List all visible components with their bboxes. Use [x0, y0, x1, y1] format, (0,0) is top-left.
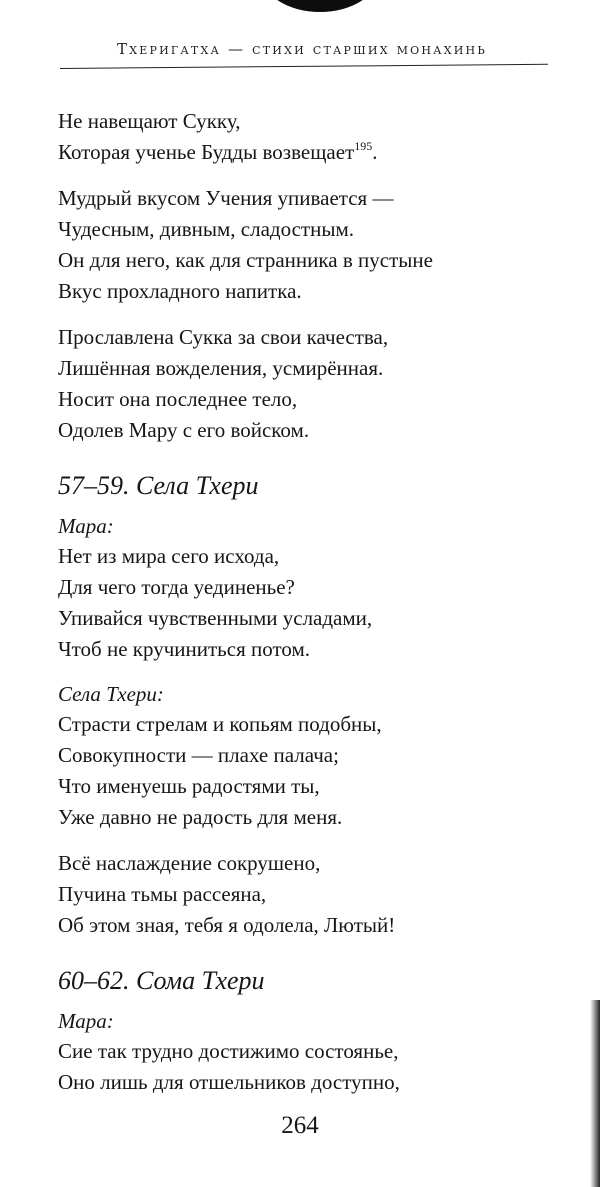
verse-line: Об этом зная, тебя я одолела, Лютый! [58, 913, 396, 937]
verse-line: Упивайся чувственными усладами, [58, 606, 373, 630]
verse-line: Он для него, как для странника в пустыне [58, 248, 433, 272]
verse-line-with-note [58, 137, 558, 168]
section-heading: 57–59. Села Тхери [58, 471, 259, 500]
footnote-ref: 195 [354, 139, 373, 153]
verse-line: Оно лишь для отшельников доступно, [58, 1070, 400, 1094]
running-head: Тхеригатха — стихи старших монахинь [117, 40, 487, 58]
verse-line: Что именуешь радостями ты, [58, 774, 320, 798]
verse-line: Для чего тогда уединенье? [58, 575, 295, 599]
verse-line: Пучина тьмы рассеяна, [58, 882, 267, 906]
verse-line: Не навещают Сукку, [58, 109, 241, 133]
verse-line-text: Которая ученье Будды возвещает [58, 140, 355, 164]
verse-line: Носит она последнее тело, [58, 387, 298, 411]
speaker-label: Села Тхери: [58, 682, 164, 706]
verse-line: Вкус прохладного напитка. [58, 279, 302, 303]
stanza [58, 322, 558, 446]
verse-line: Чтоб не кручиниться потом. [58, 637, 310, 661]
verse-line-punct: . [372, 140, 378, 164]
scan-artifact-top [260, 0, 380, 12]
verse-line: Всё наслаждение сокрушено, [58, 851, 321, 875]
verse-line: Уже давно не радость для меня. [58, 805, 343, 829]
verse-line: Одолев Мару с его войском. [58, 418, 310, 442]
running-head-rule [60, 64, 548, 69]
verse-line: Совокупности — плахе палача; [58, 743, 339, 767]
verse-line: Сие так трудно достижимо состоянье, [58, 1039, 399, 1063]
verse-line: Лишённая вожделения, усмирённая. [58, 356, 384, 380]
scan-artifact-edge [590, 1000, 600, 1187]
page-number: 264 [281, 1112, 319, 1139]
speaker-label: Мара: [58, 1009, 114, 1033]
stanza [58, 106, 558, 168]
page-body [58, 106, 558, 1113]
verse-line: Нет из мира сего исхода, [58, 544, 280, 568]
stanza [58, 848, 558, 941]
stanza [58, 709, 558, 833]
section-heading: 60–62. Сома Тхери [58, 966, 265, 995]
verse-line: Чудесным, дивным, сладостным. [58, 217, 354, 241]
stanza [58, 183, 558, 307]
stanza [58, 541, 558, 665]
verse-line: Страсти стрелам и копьям подобны, [58, 712, 382, 736]
verse-line: Мудрый вкусом Учения упивается — [58, 186, 394, 210]
stanza [58, 1036, 558, 1098]
verse-line: Прославлена Сукка за свои качества, [58, 325, 389, 349]
speaker-label: Мара: [58, 514, 114, 538]
